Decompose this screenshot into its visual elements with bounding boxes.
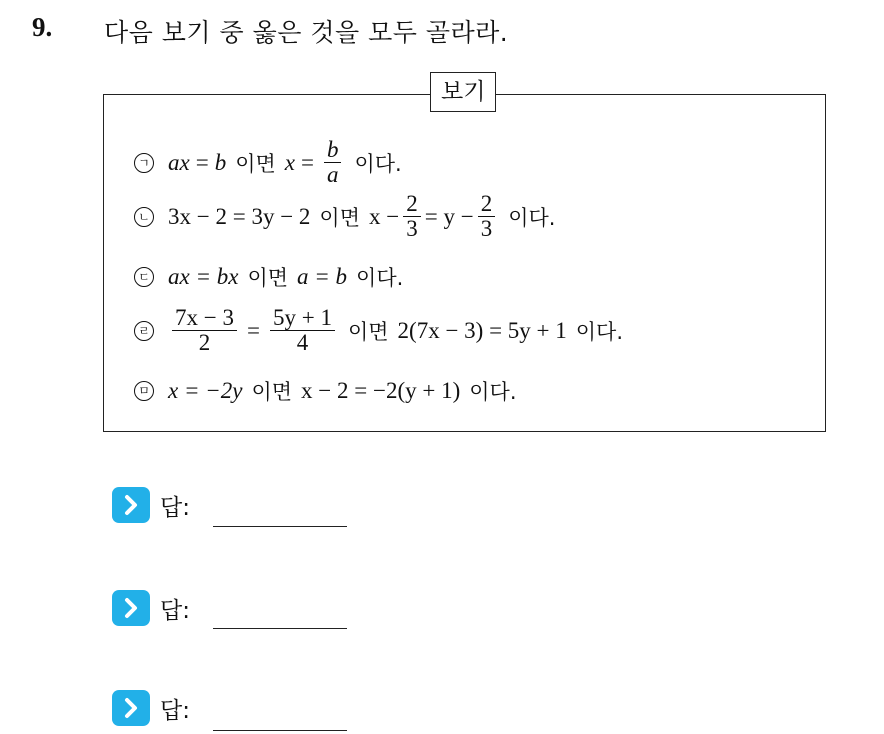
statement-3-equation: ax = bx [168, 264, 239, 289]
marker-2: ㄴ [134, 207, 154, 227]
marker-4: ㄹ [134, 321, 154, 341]
statement-1-fraction [324, 138, 342, 187]
fraction-numerator: 2 [478, 192, 496, 217]
statement-3-cond: 이면 [247, 266, 289, 290]
statement-4-cond: 이면 [347, 319, 389, 344]
answer-label: 답: [160, 494, 190, 521]
chevron-right-icon [112, 690, 150, 726]
statement-1-lhs: ax [168, 149, 190, 175]
statement-2-equation: 3x − 2 = 3y − 2 [168, 203, 311, 229]
statement-1-rhs: b [214, 149, 227, 175]
statement-4-fraction-2 [270, 306, 335, 355]
chevron-right-icon [112, 487, 150, 523]
equals-sign: = [301, 149, 314, 175]
statement-3-tail: 이다. [356, 266, 404, 290]
statement-5-result: x − 2 = −2(y + 1) [301, 378, 461, 403]
statement-2-mid: = y − [424, 203, 474, 229]
fraction-denominator: 3 [406, 216, 418, 241]
statement-2-cond: 이면 [319, 205, 360, 230]
statement-5-tail: 이다. [469, 380, 517, 404]
answer-input-1[interactable] [213, 526, 347, 527]
statement-2-fraction-1 [403, 192, 421, 241]
equals-sign: = [246, 317, 260, 343]
statement-2-lhs: x − [369, 203, 400, 229]
statement-5-cond: 이면 [251, 380, 293, 404]
statement-3 [134, 262, 403, 292]
fraction-denominator: 3 [480, 216, 493, 241]
fraction-numerator: 5y + 1 [270, 306, 335, 331]
answer-input-3[interactable] [213, 730, 347, 731]
statement-4-fraction-1 [172, 306, 237, 355]
statement-2-tail: 이다. [508, 205, 556, 230]
marker-3: ㄷ [134, 267, 154, 287]
statement-5-equation: x = −2y [168, 378, 243, 403]
question-prompt: 다음 보기 중 옳은 것을 모두 골라라. [104, 18, 509, 47]
answer-row-1 [112, 487, 190, 523]
marker-1: ㄱ [134, 153, 154, 173]
fraction-denominator: 4 [296, 330, 309, 355]
equals-sign: = [195, 149, 209, 175]
marker-5: ㅁ [134, 381, 154, 401]
answer-row-2 [112, 590, 190, 626]
statement-2 [134, 192, 555, 241]
statement-1-tail: 이다. [354, 151, 402, 176]
statement-2-fraction-2 [478, 192, 496, 241]
fraction-numerator: 2 [403, 192, 421, 217]
chevron-right-icon [112, 590, 150, 626]
fraction-numerator: b [324, 138, 342, 163]
fraction-denominator: a [326, 162, 339, 187]
statement-5 [134, 376, 517, 406]
answer-input-2[interactable] [213, 628, 347, 629]
statement-1-cond: 이면 [235, 151, 276, 176]
statement-1 [134, 138, 402, 187]
statement-1-var: x [284, 149, 295, 175]
question-number: 9. [32, 12, 53, 42]
answer-label: 답: [160, 697, 190, 724]
statement-4-tail: 이다. [575, 319, 624, 344]
fraction-denominator: 2 [198, 330, 211, 355]
answer-row-3 [112, 690, 190, 726]
fraction-numerator: 7x − 3 [172, 306, 237, 331]
statement-4 [134, 306, 623, 355]
answer-label: 답: [160, 597, 190, 624]
statement-4-result: 2(7x − 3) = 5y + 1 [397, 317, 567, 343]
example-box-label: 보기 [430, 72, 496, 112]
statement-3-result: a = b [297, 264, 348, 289]
